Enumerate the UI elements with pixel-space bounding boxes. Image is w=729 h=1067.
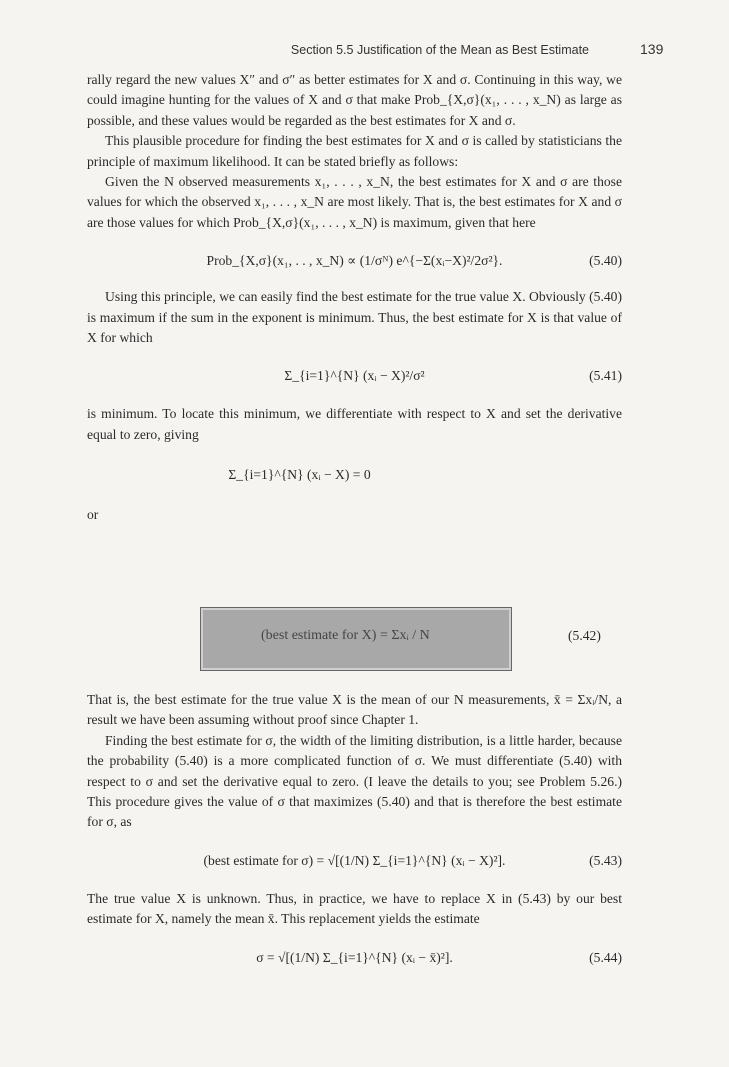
equation-5-43-number: (5.43)	[589, 852, 622, 868]
page-body-lower	[87, 690, 622, 986]
equation-5-42-formula: (best estimate for X) = Σxᵢ / N	[261, 628, 430, 643]
paragraph-5: is minimum. To locate this minimum, we differentiate with respect to X and set the derivative equal to zero, giving	[87, 406, 622, 442]
equation-5-44-formula: σ = √[(1/N) Σ_{i=1}^{N} (xᵢ − x̄)²].	[256, 949, 453, 965]
equation-5-41	[87, 348, 622, 404]
boxed-equation-5-42	[200, 607, 512, 671]
paragraph-6: or	[87, 507, 99, 523]
equation-derivative	[87, 445, 622, 505]
paragraph-4: Using this principle, we can easily find the best estimate for the true value X. Obviously (5.40) is maximum if the sum in the exponent is minimum. Thus, the best estimate for X is that value of X for which	[87, 289, 622, 346]
page-number: 139	[640, 41, 664, 57]
paragraph-1: rally regard the new values X″ and σ″ as better estimates for X and σ. Continuing in this way, we could imagine hunting for the values of X and σ that make Prob_{X,σ}(x₁, . . . , x_N) as large as possible, and these values would be regarded as the best estimates for X and σ.	[87, 72, 622, 128]
equation-5-40-formula: Prob_{X,σ}(x₁, . . , x_N) ∝ (1/σᴺ) e^{−Σ(xᵢ−X)²/2σ²}.	[206, 253, 503, 269]
equation-5-40	[87, 239, 622, 283]
running-title: Section 5.5 Justification of the Mean as Best Estimate	[290, 43, 589, 57]
equation-5-42-number: (5.42)	[568, 628, 601, 643]
paragraph-3: Given the N observed measurements x₁, . . . , x_N, the best estimates for X and σ are those values for which the observed x₁, . . . , x_N are most likely. That is, the best estimates for X and σ are those values for which Prob_{X,σ}(x₁, . . . , x_N) is maximum, given that here	[87, 174, 622, 230]
paragraph-9: The true value X is unknown. Thus, in practice, we have to replace X in (5.43) by our best estimate for X, namely the mean x̄. This replacement yields the estimate	[87, 890, 622, 927]
equation-5-44	[87, 930, 622, 986]
equation-5-41-number: (5.41)	[589, 368, 622, 384]
paragraph-7: That is, the best estimate for the true value X is the mean of our N measurements, x̄ = Σxᵢ/N, a result we have been assuming without proof since Chapter 1.	[87, 692, 622, 728]
running-header	[0, 40, 729, 60]
equation-5-43	[87, 833, 622, 889]
equation-5-40-number: (5.40)	[589, 253, 622, 269]
equation-5-44-number: (5.44)	[589, 949, 622, 965]
equation-5-41-formula: Σ_{i=1}^{N} (xᵢ − X)²/σ²	[284, 368, 425, 384]
equation-derivative-formula: Σ_{i=1}^{N} (xᵢ − X) = 0	[228, 467, 371, 483]
paragraph-8: Finding the best estimate for σ, the width of the limiting distribution, is a little harder, because the probability (5.40) is a more complicated function of σ. We must differentiate (5.40) with respect to σ and set the derivative equal to zero. (I leave the details to you; see Problem 5.26.) This procedure gives the value of σ that maximizes (5.40) and that is therefore the best estimate for σ, as	[87, 732, 622, 830]
page-body	[87, 70, 622, 526]
paragraph-2: This plausible procedure for finding the best estimates for X and σ is called by statisticians the principle of maximum likelihood. It can be stated briefly as follows:	[87, 133, 622, 169]
equation-5-43-formula: (best estimate for σ) = √[(1/N) Σ_{i=1}^{N} (xᵢ − X)²].	[203, 852, 506, 868]
